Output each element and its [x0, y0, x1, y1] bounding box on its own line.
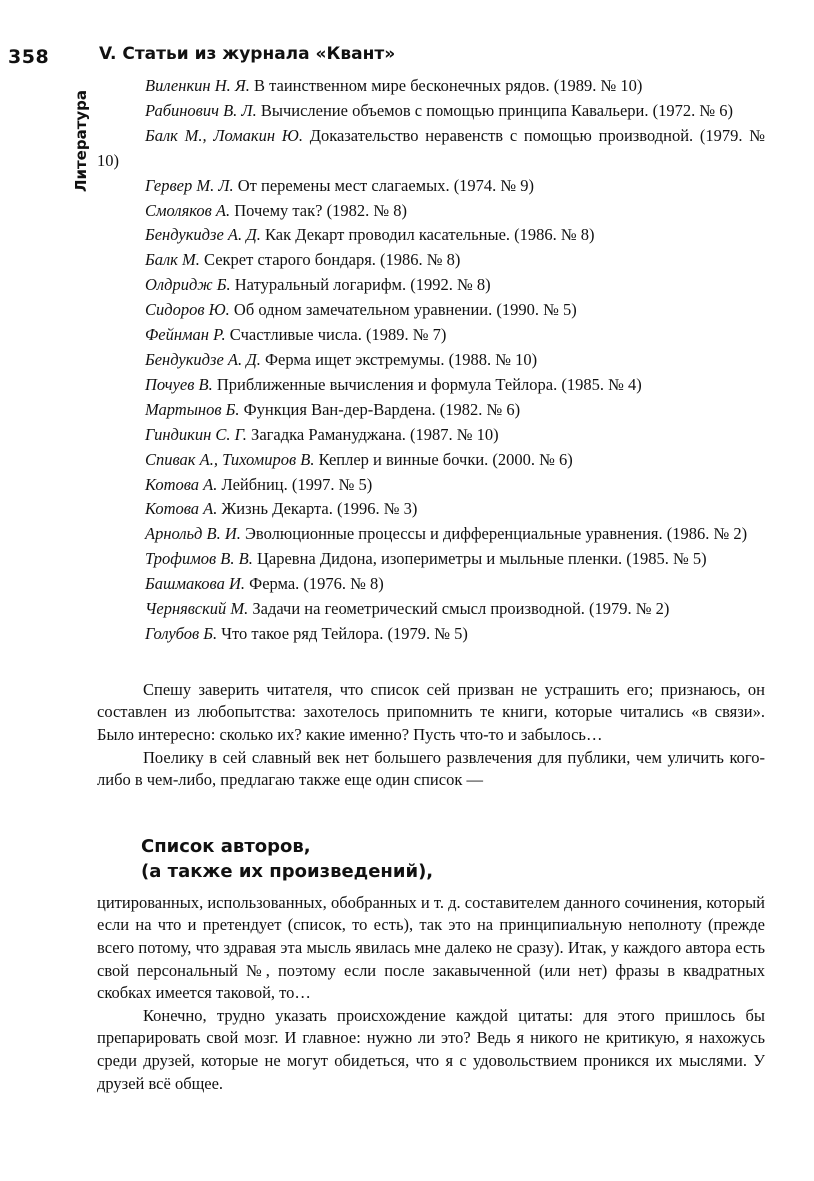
reference-title: Счастливые числа. (1989. № 7)	[225, 325, 447, 345]
reference-list	[97, 74, 765, 647]
reference-title: Эволюционные процессы и дифференциальные уравнения. (1986. № 2)	[240, 524, 748, 544]
reference-author: Смоляков А.	[145, 200, 231, 220]
reference-item	[97, 497, 765, 522]
reference-title: Ферма ищет экстремумы. (1988. № 10)	[260, 349, 538, 369]
reference-item	[97, 223, 765, 248]
reference-item	[97, 398, 765, 423]
reference-item	[97, 597, 765, 622]
reference-author: Балк М., Ломакин Ю.	[145, 125, 303, 145]
reference-title: Кеплер и винные бочки. (2000. № 6)	[314, 449, 573, 469]
reference-title: Как Декарт проводил касательные. (1986. № 8)	[260, 225, 595, 245]
reference-item	[97, 423, 765, 448]
reference-author: Гиндикин С. Г.	[145, 424, 247, 444]
reference-item	[97, 99, 765, 124]
reference-item	[97, 199, 765, 224]
page-content	[97, 74, 765, 1095]
reference-item	[97, 174, 765, 199]
reference-item	[97, 547, 765, 572]
side-section-label: Литература	[72, 89, 90, 192]
reference-item	[97, 622, 765, 647]
reference-author: Арнольд В. И.	[145, 524, 241, 544]
reference-author: Фейнман Р.	[145, 325, 226, 345]
reference-title: В таинственном мире бесконечных рядов. (1989. № 10)	[249, 76, 643, 95]
reference-author: Котова А.	[145, 474, 218, 494]
reference-title: Ферма. (1976. № 8)	[245, 574, 384, 594]
reference-item	[97, 273, 765, 298]
reference-item	[97, 248, 765, 273]
reference-author: Голубов Б.	[145, 623, 218, 643]
reference-item	[97, 473, 765, 498]
body-paragraph: Конечно, трудно указать происхождение каждой цитаты: для этого пришлось бы препарировать свой мозг. И главное: нужно ли это? Ведь я никого не критикую, я нахожусь среди друзей, которые не могут обидеться, что я с удовольствием проникся их мыслями. У друзей всё общее.	[97, 1005, 765, 1093]
reference-author: Балк М.	[145, 250, 200, 270]
body-paragraph: Спешу заверить читателя, что список сей призван не устрашить его; признаюсь, он составлен из любопытства: захотелось припомнить те книги, которые читались «в связи». Было интересно: сколько их? какие именно? Пусть что-то и забылось…	[97, 679, 765, 745]
section-heading	[141, 834, 765, 884]
reference-item	[97, 323, 765, 348]
reference-author: Трофимов В. В.	[145, 549, 253, 569]
reference-title: От перемены мест слагаемых. (1974. № 9)	[233, 175, 535, 195]
body-paragraph: Поелику в сей славный век нет большего развлечения для публики, чем уличить кого-либо в чем-либо, предлагаю также еще один список —	[97, 747, 765, 790]
reference-author: Мартынов Б.	[145, 399, 240, 419]
reference-title: Царевна Дидона, изопериметры и мыльные пленки. (1985. № 5)	[252, 549, 707, 569]
reference-title: Приближенные вычисления и формула Тейлора. (1985. № 4)	[212, 374, 642, 394]
reference-author: Котова А.	[145, 499, 218, 519]
reference-title: Загадка Рамануджана. (1987. № 10)	[246, 424, 499, 444]
reference-title: Почему так? (1982. № 8)	[230, 200, 407, 220]
running-title: V. Статьи из журнала «Квант»	[99, 44, 396, 64]
reference-title: Функция Ван-дер-Вардена. (1982. № 6)	[239, 399, 521, 419]
reference-title: Лейбниц. (1997. № 5)	[217, 474, 373, 494]
reference-title: Секрет старого бондаря. (1986. № 8)	[199, 250, 461, 270]
body-paragraph: цитированных, использованных, обобранных и т. д. составителем данного сочинения, который если на что и претендует (список, то есть), так это на принципиальную неполноту (прежде всего потому, что здравая эта мысль явилась мне далеко не сразу). Итак, у каждого автора есть свой персональный №, поэтому если после закавыченной (или нет) фразы в квадратных скобках имеется таковой, то…	[97, 892, 765, 1003]
reference-author: Башмакова И.	[145, 574, 246, 594]
section-heading-line: (а также их произведений),	[141, 860, 434, 882]
reference-title: Жизнь Декарта. (1996. № 3)	[217, 499, 418, 519]
reference-author: Сидоров Ю.	[145, 300, 230, 320]
spacer	[97, 792, 765, 834]
reference-title: Натуральный логарифм. (1992. № 8)	[230, 275, 491, 295]
reference-author: Рабинович В. Л.	[145, 100, 257, 120]
reference-item	[97, 373, 765, 398]
reference-author: Спивак А., Тихомиров В.	[145, 449, 315, 469]
reference-title: Об одном замечательном уравнении. (1990. № 5)	[229, 300, 577, 320]
reference-title: Вычисление объемов с помощью принципа Кавальери. (1972. № 6)	[256, 100, 733, 120]
reference-author: Гервер М. Л.	[145, 175, 234, 195]
spacer	[97, 647, 765, 679]
section-heading-line: Список авторов,	[141, 835, 311, 857]
reference-title: Задачи на геометрический смысл производной. (1979. № 2)	[248, 599, 670, 619]
reference-author: Виленкин Н. Я.	[145, 76, 250, 95]
reference-item	[97, 572, 765, 597]
reference-item	[97, 74, 765, 99]
reference-item	[97, 298, 765, 323]
reference-title: Доказательство неравенств с помощью производной. (1979. № 10)	[97, 125, 765, 170]
page-number: 358	[8, 46, 50, 68]
reference-title: Что такое ряд Тейлора. (1979. № 5)	[217, 623, 468, 643]
reference-item	[97, 124, 765, 174]
reference-author: Бендукидзе А. Д.	[145, 349, 261, 369]
reference-item	[97, 522, 765, 547]
reference-author: Почуев В.	[145, 374, 213, 394]
reference-author: Чернявский М.	[145, 599, 249, 619]
reference-author: Бендукидзе А. Д.	[145, 225, 261, 245]
reference-item	[97, 348, 765, 373]
reference-author: Олдридж Б.	[145, 275, 231, 295]
reference-item	[97, 448, 765, 473]
